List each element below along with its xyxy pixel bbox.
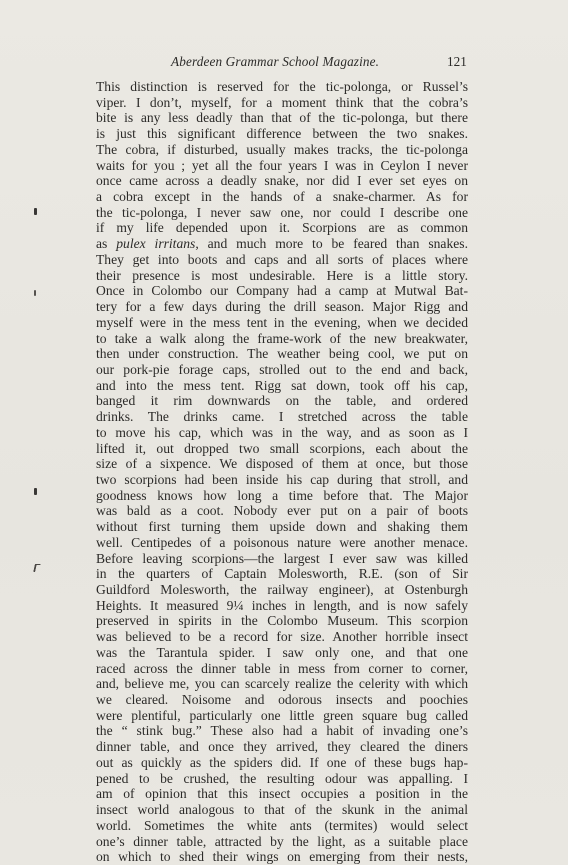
- text-line: Heights. It measured 9¼ inches in length, and is now safely: [96, 597, 468, 613]
- text-line: is just this significant difference between the two snakes.: [96, 126, 468, 142]
- text-line: waits for you ; yet all the four years I was in Ceylon I never: [96, 157, 468, 173]
- text-line: drinks. The drinks came. I stretched across the table: [96, 409, 468, 425]
- text-line: insect world analogous to that of the skunk in the animal: [96, 802, 468, 818]
- body-paragraph: [96, 79, 468, 865]
- text-line: one’s dinner table, attracted by the light, as a suitable place: [96, 833, 468, 849]
- text-line: as pulex irritans, and much more to be feared than snakes.: [96, 236, 468, 252]
- text-line: if my life depended upon it. Scorpions are as common: [96, 220, 468, 236]
- text-line: This distinction is reserved for the tic-polonga, or Russel’s: [96, 79, 468, 94]
- text-line: size of a sixpence. We disposed of them at once, but those: [96, 456, 468, 472]
- text-line: a cobra except in the hands of a snake-charmer. As for: [96, 189, 468, 205]
- text-line: was believed to be a record for size. Another horrible insect: [96, 629, 468, 645]
- text-line: viper. I don’t, myself, for a moment think that the cobra’s: [96, 94, 468, 110]
- journal-title: Aberdeen Grammar School Magazine.: [171, 54, 380, 69]
- text-line: Once in Colombo our Company had a camp at Mutwal Bat-: [96, 283, 468, 299]
- text-line: their presence is most undesirable. Here is a little story.: [96, 267, 468, 283]
- text-line: am of opinion that this insect occupies a position in the: [96, 786, 468, 802]
- text-line: the “ stink bug.” These also had a habit of invading one’s: [96, 723, 468, 739]
- margin-mark: [34, 208, 37, 215]
- text-line: to take a walk along the frame-work of the new breakwater,: [96, 330, 468, 346]
- text-line: were plentiful, particularly one little green square bug called: [96, 707, 468, 723]
- text-line: pened to be crushed, the resulting odour was appalling. I: [96, 770, 468, 786]
- text-line: we cleared. Noisome and odorous insects and poochies: [96, 692, 468, 708]
- text-line: on which to shed their wings on emerging from their nests,: [96, 849, 468, 865]
- text-line: was the Tarantula spider. I saw only one, and that one: [96, 644, 468, 660]
- italic-phrase: pulex irritans: [116, 236, 196, 252]
- text-line: preserved in spirits in the Colombo Museum. This scorpion: [96, 613, 468, 629]
- text-line: Before leaving scorpions—the largest I ever saw was killed: [96, 550, 468, 566]
- page-number: 121: [447, 54, 467, 69]
- text-line: then under construction. The weather being cool, we put on: [96, 346, 468, 362]
- text-line: once came across a deadly snake, nor did I ever set eyes on: [96, 173, 468, 189]
- text-line: and, believe me, you can scarcely realize the celerity with which: [96, 676, 468, 692]
- text-line: in the quarters of Captain Molesworth, R.E. (son of Sir: [96, 566, 468, 582]
- text-line: lifted it, out dropped two small scorpions, each about the: [96, 440, 468, 456]
- text-line: the tic-polonga, I never saw one, nor could I describe one: [96, 204, 468, 220]
- text-line: world. Sometimes the white ants (termites) would select: [96, 817, 468, 833]
- running-head: [0, 54, 568, 72]
- text-line: to move his cap, which was in the way, and as soon as I: [96, 424, 468, 440]
- text-line: goodness knows how long a time before that. The Major: [96, 487, 468, 503]
- text-line: well. Centipedes of a poisonous nature were another menace.: [96, 534, 468, 550]
- text-line: tery for a few days during the drill season. Major Rigg and: [96, 299, 468, 315]
- text-line: Guildford Molesworth, the railway engineer), at Ostenburgh: [96, 582, 468, 597]
- text-line: without first turning them upside down and shaking them: [96, 519, 468, 535]
- margin-mark: [34, 488, 37, 495]
- margin-mark: [33, 564, 41, 572]
- text-line: The cobra, if disturbed, usually makes tracks, the tic-polonga: [96, 141, 468, 157]
- text-line: our pork-pie forage caps, strolled out to the end and back,: [96, 361, 468, 377]
- text-line: They get into boots and caps and all sorts of places where: [96, 251, 468, 267]
- text-line: banged it rim downwards on the table, and ordered: [96, 393, 468, 409]
- text-line: bite is any less deadly than that of the tic-polonga, but there: [96, 110, 468, 126]
- text-line: myself were in the mess tent in the evening, when we decided: [96, 314, 468, 330]
- text-line: raced across the dinner table in mess from corner to corner,: [96, 660, 468, 676]
- text-line: two scorpions had been inside his cap during that stroll, and: [96, 471, 468, 487]
- text-line: was bald as a coot. Nobody ever put on a pair of boots: [96, 503, 468, 519]
- margin-mark: [34, 290, 36, 296]
- text-line: dinner table, and once they arrived, they cleared the diners: [96, 739, 468, 755]
- text-line: and into the mess tent. Rigg sat down, took off his cap,: [96, 377, 468, 393]
- text-line: out as quickly as the spiders did. If one of these bugs hap-: [96, 754, 468, 770]
